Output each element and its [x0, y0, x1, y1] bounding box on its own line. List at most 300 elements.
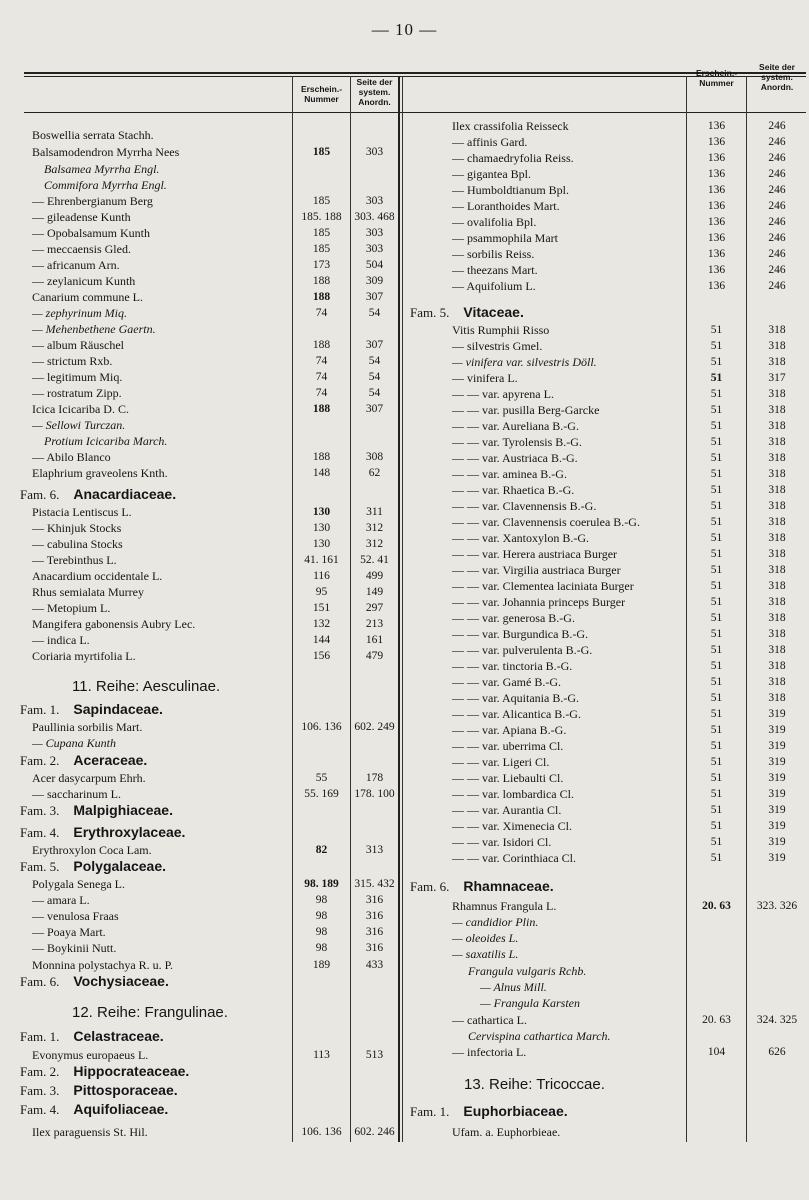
- index-entry: [0, 418, 809, 434]
- index-entry: [0, 995, 809, 1011]
- index-entry: [0, 182, 809, 198]
- entry-name: — sorbilis Reiss.: [452, 247, 535, 261]
- entry-seite: 319: [768, 836, 786, 848]
- entry-seite: 318: [768, 660, 786, 672]
- family-number: Fam. 3.: [20, 803, 60, 818]
- entry-seite: 319: [768, 820, 786, 832]
- series-heading-text: 11. Reihe: Aesculinae.: [72, 678, 221, 695]
- entry-name: — — var. lombardica Cl.: [452, 787, 574, 801]
- entry-seite: 54: [368, 307, 381, 319]
- entry-name: Ilex paraguensis St. Hil.: [32, 1125, 148, 1139]
- entry-nummer: 55: [315, 772, 328, 784]
- entry-nummer: 136: [707, 120, 726, 132]
- index-entry: [0, 979, 809, 995]
- index-entry: [0, 118, 809, 134]
- entry-name: — Metopium L.: [32, 601, 111, 615]
- index-entry: [0, 754, 809, 770]
- entry-seite: 504: [365, 259, 384, 271]
- entry-name: — — var. Rhaetica B.-G.: [452, 483, 575, 497]
- entry-nummer: 136: [707, 248, 726, 260]
- entry-name: — — var. pusilla Berg-Garcke: [452, 403, 600, 417]
- entry-seite: 246: [768, 248, 786, 260]
- series-heading-text: 12. Reihe: Frangulinae.: [72, 1004, 228, 1021]
- entry-nummer: 74: [315, 387, 328, 399]
- entry-name: — — var. generosa B.-G.: [452, 611, 575, 625]
- entry-name: Rhamnus Frangula L.: [452, 899, 557, 913]
- entry-seite: 312: [365, 522, 384, 534]
- series-heading-text: 13. Reihe: Tricoccae.: [464, 1076, 605, 1093]
- entry-nummer: 156: [312, 650, 331, 662]
- entry-name: Rhus semialata Murrey: [32, 585, 144, 599]
- entry-seite: 626: [768, 1046, 786, 1058]
- entry-nummer: 51: [710, 404, 723, 416]
- entry-seite: 312: [365, 538, 384, 550]
- index-entry: [0, 850, 809, 866]
- entry-seite: 246: [768, 152, 786, 164]
- entry-nummer: 51: [710, 580, 723, 592]
- entry-name: — silvestris Gmel.: [452, 339, 543, 353]
- entry-seite: 318: [768, 596, 786, 608]
- entry-seite: 313: [365, 844, 384, 856]
- entry-name: — — var. Isidori Cl.: [452, 835, 552, 849]
- entry-name: Frangula vulgaris Rchb.: [468, 964, 587, 978]
- entry-name: — — var. Tyrolensis B.-G.: [452, 435, 582, 449]
- entry-nummer: 51: [710, 740, 723, 752]
- entry-nummer: 185: [312, 227, 331, 239]
- entry-name: — saxatilis L.: [452, 947, 519, 961]
- entry-name: Elaphrium graveolens Knth.: [32, 466, 168, 480]
- index-entry: [0, 150, 809, 166]
- index-entry: [0, 450, 809, 466]
- entry-seite: 602. 246: [354, 1126, 395, 1138]
- entry-nummer: 51: [710, 372, 723, 384]
- index-entry: [0, 386, 809, 402]
- entry-nummer: 136: [707, 168, 726, 180]
- entry-seite: 318: [768, 452, 786, 464]
- entry-name: — — var. Virgilia austriaca Burger: [452, 563, 621, 577]
- entry-name: — Alnus Mill.: [480, 980, 547, 994]
- entry-seite: 315. 432: [354, 878, 395, 890]
- entry-name: — Aquifolium L.: [452, 279, 536, 293]
- entry-nummer: 20. 63: [702, 1014, 731, 1026]
- entry-name: Ufam. a. Euphorbieae.: [452, 1125, 561, 1139]
- index-entry: [0, 1012, 809, 1028]
- entry-seite: 161: [365, 634, 384, 646]
- entry-name: — — var. Xantoxylon B.-G.: [452, 531, 589, 545]
- entry-seite: 178: [365, 772, 384, 784]
- index-entry: [0, 738, 809, 754]
- index-entry: [0, 354, 809, 370]
- entry-seite: 308: [365, 451, 384, 463]
- entry-nummer: 185. 188: [301, 211, 342, 223]
- index-entry: [0, 898, 809, 914]
- entry-name: — Khinjuk Stocks: [32, 521, 122, 535]
- entry-seite: 318: [768, 580, 786, 592]
- index-entry: [0, 1044, 809, 1060]
- entry-seite: 316: [365, 910, 384, 922]
- index-entry: [0, 322, 809, 338]
- entry-nummer: 136: [707, 200, 726, 212]
- entry-name: — zeylanicum Kunth: [32, 274, 136, 288]
- entry-seite: 319: [768, 852, 786, 864]
- index-entry: [0, 370, 809, 386]
- entry-name: — — var. Clavennensis coerulea B.-G.: [452, 515, 640, 529]
- family-name: Erythroxylaceae.: [73, 824, 186, 840]
- index-entry: [0, 594, 809, 610]
- entry-nummer: 51: [710, 708, 723, 720]
- entry-name: — Mehenbethene Gaertn.: [32, 322, 156, 336]
- entry-nummer: 20. 63: [702, 900, 731, 912]
- entry-seite: 319: [768, 740, 786, 752]
- family-heading-text: [410, 1103, 568, 1120]
- entry-nummer: 188: [312, 275, 331, 287]
- entry-name: Acer dasycarpum Ehrh.: [32, 771, 146, 785]
- entry-name: — — var. Aureliana B.-G.: [452, 419, 579, 433]
- entry-seite: 318: [768, 484, 786, 496]
- entry-nummer: 104: [707, 1046, 726, 1058]
- entry-seite: 319: [768, 756, 786, 768]
- index-entry: [0, 770, 809, 786]
- entry-seite: 297: [365, 602, 384, 614]
- entry-seite: 303: [365, 146, 384, 158]
- index-entry: [0, 674, 809, 690]
- index-entry: [0, 642, 809, 658]
- entry-nummer: 173: [312, 259, 331, 271]
- entry-name: — Terebinthus L.: [32, 553, 117, 567]
- entry-nummer: 98. 189: [304, 878, 339, 890]
- entry-nummer: 51: [710, 452, 723, 464]
- entry-name: Mangifera gabonensis Aubry Lec.: [32, 617, 196, 631]
- family-number: Fam. 2.: [20, 753, 60, 768]
- entry-name: — Frangula Karsten: [480, 996, 581, 1010]
- family-name: Aceraceae.: [73, 752, 148, 768]
- entry-nummer: 136: [707, 232, 726, 244]
- entry-name: — — var. aminea B.-G.: [452, 467, 567, 481]
- entry-seite: 178. 100: [354, 788, 395, 800]
- entry-nummer: 136: [707, 136, 726, 148]
- entry-nummer: 51: [710, 516, 723, 528]
- entry-seite: 149: [365, 586, 384, 598]
- entry-nummer: 51: [710, 644, 723, 656]
- index-entry: [0, 262, 809, 278]
- index-entry: [0, 1028, 809, 1044]
- entry-nummer: 144: [312, 634, 331, 646]
- entry-name: Vitis Rumphii Risso: [452, 323, 550, 337]
- index-entry: [0, 930, 809, 946]
- right-seite-header: Seite der system. Anordn.: [759, 62, 795, 92]
- entry-seite: 246: [768, 232, 786, 244]
- entry-nummer: 51: [710, 612, 723, 624]
- entry-name: Monnina polystachya R. u. P.: [32, 958, 173, 972]
- entry-nummer: 51: [710, 484, 723, 496]
- entry-name: — — var. apyrena L.: [452, 387, 554, 401]
- entry-seite: 246: [768, 168, 786, 180]
- entry-seite: 213: [365, 618, 384, 630]
- entry-name: — Abilo Blanco: [32, 450, 111, 464]
- entry-seite: 318: [768, 548, 786, 560]
- entry-name: — indica L.: [32, 633, 90, 647]
- entry-seite: 318: [768, 420, 786, 432]
- entry-nummer: 51: [710, 388, 723, 400]
- entry-seite: 316: [365, 894, 384, 906]
- left-nummer-header: Erschein.- Nummer: [300, 84, 343, 104]
- entry-nummer: 74: [315, 355, 328, 367]
- entry-name: — — var. Gamé B.-G.: [452, 675, 561, 689]
- entry-name: — africanum Arn.: [32, 258, 120, 272]
- entry-name: — rostratum Zipp.: [32, 386, 122, 400]
- entry-name: — — var. Clavennensis B.-G.: [452, 499, 597, 513]
- entry-nummer: 106. 136: [301, 1126, 342, 1138]
- index-entry: [0, 1124, 809, 1140]
- family-number: Fam. 3.: [20, 1083, 60, 1098]
- entry-nummer: 188: [312, 291, 331, 303]
- entry-nummer: 51: [710, 676, 723, 688]
- entry-name: — — var. Johannia princeps Burger: [452, 595, 626, 609]
- entry-name: — gigantea Bpl.: [452, 167, 531, 181]
- entry-nummer: 51: [710, 660, 723, 672]
- entry-name: Commifora Myrrha Engl.: [44, 178, 167, 192]
- entry-name: — Boykinii Nutt.: [32, 941, 117, 955]
- entry-nummer: 95: [315, 586, 328, 598]
- family-number: Fam. 4.: [20, 825, 60, 840]
- entry-seite: 52. 41: [360, 554, 389, 566]
- index-entry: [0, 434, 809, 450]
- entry-name: Balsamea Myrrha Engl.: [44, 162, 160, 176]
- entry-name: — psammophila Mart: [452, 231, 558, 245]
- entry-seite: 319: [768, 788, 786, 800]
- entry-seite: 318: [768, 692, 786, 704]
- entry-name: — Sellowi Turczan.: [32, 418, 126, 432]
- index-entry: [0, 802, 809, 818]
- entry-seite: 318: [768, 404, 786, 416]
- entry-nummer: 51: [710, 724, 723, 736]
- entry-nummer: 113: [313, 1049, 330, 1061]
- entry-seite: 246: [768, 136, 786, 148]
- entry-name: Coriaria myrtifolia L.: [32, 649, 136, 663]
- entry-nummer: 51: [710, 532, 723, 544]
- index-entry: [0, 514, 809, 530]
- entry-nummer: 136: [707, 264, 726, 276]
- entry-nummer: 136: [707, 216, 726, 228]
- index-entry: [0, 530, 809, 546]
- entry-nummer: 51: [710, 500, 723, 512]
- entry-name: — cabulina Stocks: [32, 537, 123, 551]
- entry-name: — amara L.: [32, 893, 90, 907]
- family-name: Pittosporaceae.: [73, 1082, 178, 1098]
- entry-name: Pistacia Lentiscus L.: [32, 505, 132, 519]
- index-entry: [0, 402, 809, 418]
- entry-seite: 54: [368, 371, 381, 383]
- entry-nummer: 55. 169: [304, 788, 339, 800]
- entry-seite: 303. 468: [354, 211, 395, 223]
- entry-name: — Ehrenbergianum Berg: [32, 194, 153, 208]
- index-entry: [0, 230, 809, 246]
- entry-name: Balsamodendron Myrrha Nees: [32, 145, 180, 159]
- entry-name: — candidior Plin.: [452, 915, 539, 929]
- entry-seite: 319: [768, 708, 786, 720]
- index-entry: [0, 338, 809, 354]
- entry-name: — Opobalsamum Kunth: [32, 226, 150, 240]
- family-name: Celastraceae.: [73, 1028, 164, 1044]
- entry-name: — — var. Austriaca B.-G.: [452, 451, 578, 465]
- entry-name: — vinifera var. silvestris Döll.: [452, 355, 597, 369]
- entry-seite: 324. 325: [756, 1014, 798, 1026]
- entry-name: — gileadense Kunth: [32, 210, 131, 224]
- entry-seite: 316: [365, 942, 384, 954]
- index-entry: [0, 626, 809, 642]
- entry-nummer: 185: [312, 146, 331, 158]
- entry-nummer: 185: [312, 243, 331, 255]
- index-entry: [0, 498, 809, 514]
- entry-name: — album Räuschel: [32, 338, 124, 352]
- entry-seite: 433: [365, 959, 384, 971]
- index-entry: [0, 546, 809, 562]
- entry-name: — — var. Ximenecia Cl.: [452, 819, 572, 833]
- index-entry: [0, 786, 809, 802]
- entry-nummer: 51: [710, 324, 723, 336]
- entry-name: Polygala Senega L.: [32, 877, 125, 891]
- entry-nummer: 188: [312, 451, 331, 463]
- index-entry: [0, 610, 809, 626]
- header-rule-bottom: [24, 112, 806, 113]
- entry-name: Protium Icicariba March.: [44, 434, 168, 448]
- entry-nummer: 51: [710, 468, 723, 480]
- entry-nummer: 51: [710, 340, 723, 352]
- entry-name: — ovalifolia Bpl.: [452, 215, 537, 229]
- entry-seite: 318: [768, 500, 786, 512]
- entry-seite: 319: [768, 724, 786, 736]
- entry-nummer: 51: [710, 548, 723, 560]
- family-name: Malpighiaceae.: [73, 802, 173, 818]
- entry-nummer: 106. 136: [301, 721, 342, 733]
- family-name: Anacardiaceae.: [73, 486, 177, 502]
- entry-seite: 62: [368, 467, 381, 479]
- entry-nummer: 41. 161: [304, 554, 339, 566]
- entry-seite: 317: [768, 372, 786, 384]
- entry-seite: 318: [768, 468, 786, 480]
- entry-nummer: 185: [312, 195, 331, 207]
- entry-nummer: 188: [312, 339, 331, 351]
- index-entry: [0, 578, 809, 594]
- entry-name: Boswellia serrata Stachh.: [32, 128, 154, 142]
- entry-nummer: 98: [315, 894, 328, 906]
- entry-nummer: 151: [312, 602, 331, 614]
- entry-name: Cervispina cathartica March.: [468, 1029, 611, 1043]
- entry-nummer: 136: [707, 184, 726, 196]
- entry-nummer: 51: [710, 756, 723, 768]
- entry-seite: 311: [366, 506, 383, 518]
- entry-seite: 318: [768, 388, 786, 400]
- page-number: — 10 —: [371, 20, 438, 39]
- entry-name: — — var. Liebaulti Cl.: [452, 771, 564, 785]
- entry-name: — legitimum Miq.: [32, 370, 123, 384]
- left-seite-header: Seite der system. Anordn.: [356, 77, 393, 107]
- entry-name: — meccaensis Gled.: [32, 242, 131, 256]
- family-number: Fam. 1.: [20, 1029, 60, 1044]
- entry-seite: 307: [365, 291, 384, 303]
- entry-name: — zephyrinum Miq.: [32, 306, 127, 320]
- index-entry: [0, 706, 809, 722]
- entry-seite: 318: [768, 676, 786, 688]
- family-number: Fam. 6.: [410, 879, 450, 894]
- family-heading-text: [410, 304, 524, 321]
- entry-nummer: 132: [312, 618, 331, 630]
- entry-name: — strictum Rxb.: [32, 354, 113, 368]
- entry-nummer: 82: [315, 844, 328, 856]
- entry-nummer: 51: [710, 836, 723, 848]
- family-name: Vochysiaceae.: [73, 973, 169, 989]
- entry-seite: 499: [365, 570, 384, 582]
- entry-nummer: 98: [315, 926, 328, 938]
- entry-name: Icica Icicariba D. C.: [32, 402, 129, 416]
- index-entry: [0, 198, 809, 214]
- entry-seite: 316: [365, 926, 384, 938]
- entry-name: — chamaedryfolia Reiss.: [452, 151, 574, 165]
- entry-nummer: 74: [315, 307, 328, 319]
- entry-seite: 318: [768, 532, 786, 544]
- entry-name: — — var. Aurantia Cl.: [452, 803, 562, 817]
- entry-nummer: 136: [707, 152, 726, 164]
- index-entry: [0, 562, 809, 578]
- family-number: Fam. 4.: [20, 1102, 60, 1117]
- entry-name: — affinis Gard.: [452, 135, 528, 149]
- entry-nummer: 130: [312, 538, 331, 550]
- entry-seite: 319: [768, 772, 786, 784]
- entry-name: — — var. Apiana B.-G.: [452, 723, 567, 737]
- entry-name: — — var. Herera austriaca Burger: [452, 547, 618, 561]
- family-heading: [0, 878, 809, 894]
- family-name: Rhamnaceae.: [463, 878, 554, 894]
- entry-seite: 318: [768, 436, 786, 448]
- family-name: Hippocrateaceae.: [73, 1063, 190, 1079]
- entry-name: — vinifera L.: [452, 371, 518, 385]
- entry-nummer: 189: [312, 959, 331, 971]
- entry-seite: 319: [768, 804, 786, 816]
- entry-seite: 479: [365, 650, 384, 662]
- index-entry: [0, 246, 809, 262]
- entry-name: Canarium commune L.: [32, 290, 143, 304]
- entry-seite: 318: [768, 612, 786, 624]
- entry-seite: 318: [768, 628, 786, 640]
- entry-name: Erythroxylon Coca Lam.: [32, 843, 152, 857]
- entry-name: — — var. Aquitania B.-G.: [452, 691, 579, 705]
- index-entry: [0, 818, 809, 834]
- family-name: Sapindaceae.: [73, 701, 163, 717]
- entry-nummer: 74: [315, 371, 328, 383]
- entry-nummer: 130: [312, 506, 331, 518]
- entry-name: — — var. pulverulenta B.-G.: [452, 643, 593, 657]
- entry-seite: 303: [365, 227, 384, 239]
- family-number: Fam. 5.: [410, 305, 450, 320]
- family-number: Fam. 6.: [20, 487, 60, 502]
- entry-nummer: 51: [710, 596, 723, 608]
- entry-name: Anacardium occidentale L.: [32, 569, 163, 583]
- entry-seite: 318: [768, 356, 786, 368]
- entry-name: — — var. Alicantica B.-G.: [452, 707, 581, 721]
- family-heading-text: [410, 878, 554, 895]
- entry-nummer: 148: [312, 467, 331, 479]
- index-entry: [0, 466, 809, 482]
- entry-name: — — var. uberrima Cl.: [452, 739, 564, 753]
- entry-name: — venulosa Fraas: [32, 909, 119, 923]
- entry-seite: 309: [365, 275, 384, 287]
- entry-nummer: 98: [315, 942, 328, 954]
- entry-name: — theezans Mart.: [452, 263, 538, 277]
- entry-nummer: 51: [710, 804, 723, 816]
- entry-name: — — var. Ligeri Cl.: [452, 755, 550, 769]
- entry-nummer: 51: [710, 436, 723, 448]
- entry-seite: 303: [365, 243, 384, 255]
